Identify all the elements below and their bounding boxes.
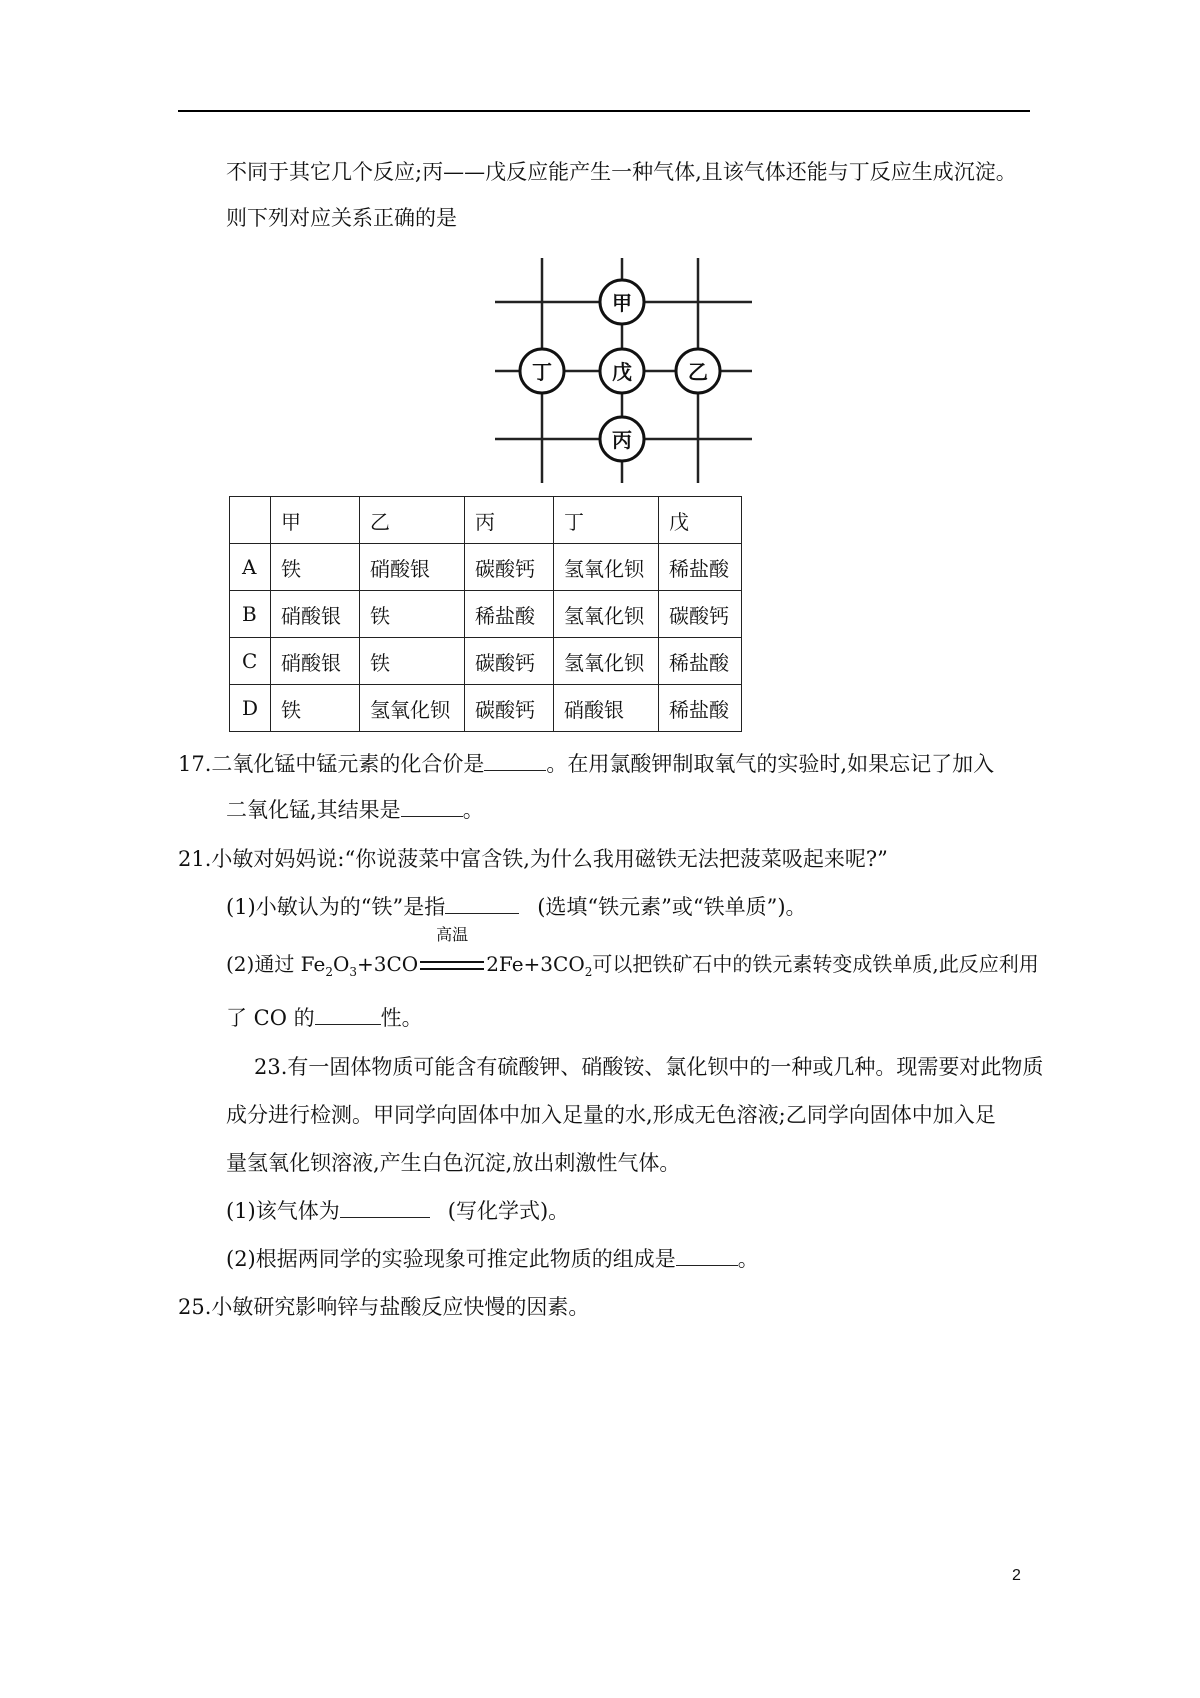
table-cell: 稀盐酸	[659, 544, 742, 591]
table-row	[230, 544, 742, 591]
subscript: 2	[584, 965, 593, 979]
answer-blank[interactable]	[445, 893, 519, 914]
table-row	[230, 638, 742, 685]
q17-line-1	[178, 750, 994, 778]
table-row	[230, 591, 742, 638]
q17-text-d: 。	[462, 798, 484, 822]
table-cell: 铁	[271, 685, 360, 732]
q17-text-a: 17.二氧化锰中锰元素的化合价是	[178, 752, 485, 776]
table-cell: B	[230, 591, 271, 638]
table-cell: 稀盐酸	[659, 638, 742, 685]
table-header-row	[230, 497, 742, 544]
table-cell: 硝酸银	[271, 591, 360, 638]
reaction-grid-diagram	[490, 253, 760, 485]
q16-line-1: 不同于其它几个反应;丙——戊反应能产生一种气体,且该气体还能与丁反应生成沉淀。	[226, 160, 1017, 184]
page-number: 2	[1012, 1567, 1021, 1584]
q23-line-1: 23.有一固体物质可能含有硫酸钾、硝酸铵、氯化钡中的一种或几种。现需要对此物质	[254, 1055, 1044, 1079]
q23-part-1	[226, 1197, 569, 1225]
subscript: 3	[349, 965, 357, 979]
table-cell: 碳酸钙	[465, 544, 554, 591]
table-cell: 硝酸银	[360, 544, 465, 591]
reaction-condition	[418, 925, 486, 978]
table-row	[230, 685, 742, 732]
table-cell: D	[230, 685, 271, 732]
node-center-label: 戊	[612, 360, 632, 384]
q21-stem: 21.小敏对妈妈说:“你说菠菜中富含铁,为什么我用磁铁无法把菠菜吸起来呢?”	[178, 847, 888, 871]
q23-part-2	[226, 1245, 759, 1273]
q21-part-1	[226, 893, 807, 921]
q21-p3-text-a: 了 CO 的	[226, 1006, 315, 1030]
table-cell: 铁	[360, 638, 465, 685]
q23-line-2: 成分进行检测。甲同学向固体中加入足量的水,形成无色溶液;乙同学向固体中加入足	[226, 1103, 996, 1127]
answer-blank[interactable]	[676, 1245, 738, 1266]
table-cell: 丙	[465, 497, 554, 544]
answer-blank[interactable]	[401, 796, 463, 817]
table-cell: 碳酸钙	[659, 591, 742, 638]
q21-p2-text-d: 2Fe+3CO	[486, 952, 585, 976]
q23-p1-text-a: (1)该气体为	[226, 1199, 340, 1223]
q21-p1-text-b: (选填“铁元素”或“铁单质”)。	[537, 895, 807, 919]
table-cell: 氢氧化钡	[554, 544, 659, 591]
table-cell: 甲	[271, 497, 360, 544]
q21-part-2	[226, 925, 1039, 986]
q21-p1-text-a: (1)小敏认为的“铁”是指	[226, 895, 446, 919]
table-cell	[230, 497, 271, 544]
table-cell: 硝酸银	[554, 685, 659, 732]
table-cell: 戊	[659, 497, 742, 544]
table-cell: 稀盐酸	[465, 591, 554, 638]
node-bottom-label: 丙	[612, 428, 632, 452]
options-table	[229, 496, 742, 732]
q16-line-2: 则下列对应关系正确的是	[226, 206, 457, 230]
table-cell: 铁	[360, 591, 465, 638]
header-rule	[178, 110, 1030, 112]
subscript: 2	[325, 965, 333, 979]
q21-part-2-cont	[226, 1004, 423, 1032]
equals-sign-icon	[420, 961, 484, 970]
table-cell: C	[230, 638, 271, 685]
q23-p1-text-b: (写化学式)。	[447, 1199, 570, 1223]
node-left-label: 丁	[532, 360, 552, 384]
q21-p2-text-e: 可以把铁矿石中的铁元素转变成铁单质,此反应利用	[592, 952, 1039, 976]
q21-p2-text-c: +3CO	[357, 952, 419, 976]
q17-text-c: 二氧化锰,其结果是	[226, 798, 401, 822]
q23-p2-text-b: 。	[737, 1247, 759, 1271]
table-cell: 氢氧化钡	[554, 638, 659, 685]
q17-line-2	[226, 796, 484, 824]
table-cell: 丁	[554, 497, 659, 544]
q21-p2-text-b: O	[332, 952, 350, 976]
condition-label: 高温	[436, 925, 469, 944]
q21-p3-text-b: 性。	[380, 1006, 423, 1030]
q17-text-b: 。在用氯酸钾制取氧气的实验时,如果忘记了加入	[546, 752, 995, 776]
table-cell: 铁	[271, 544, 360, 591]
table-cell: 硝酸银	[271, 638, 360, 685]
answer-blank[interactable]	[315, 1004, 381, 1025]
table-cell: 碳酸钙	[465, 685, 554, 732]
q21-p2-text-a: (2)通过 Fe	[226, 952, 326, 976]
node-right-label: 乙	[688, 360, 708, 384]
q23-p2-text-a: (2)根据两同学的实验现象可推定此物质的组成是	[226, 1247, 676, 1271]
q23-line-3: 量氢氧化钡溶液,产生白色沉淀,放出刺激性气体。	[226, 1151, 681, 1175]
answer-blank[interactable]	[484, 750, 546, 771]
table-cell: 碳酸钙	[465, 638, 554, 685]
table-cell: A	[230, 544, 271, 591]
table-cell: 乙	[360, 497, 465, 544]
table-cell: 氢氧化钡	[554, 591, 659, 638]
answer-blank[interactable]	[340, 1197, 430, 1218]
table-cell: 稀盐酸	[659, 685, 742, 732]
q25-line-1: 25.小敏研究影响锌与盐酸反应快慢的因素。	[178, 1295, 590, 1319]
node-top-label: 甲	[612, 291, 632, 315]
table-cell: 氢氧化钡	[360, 685, 465, 732]
